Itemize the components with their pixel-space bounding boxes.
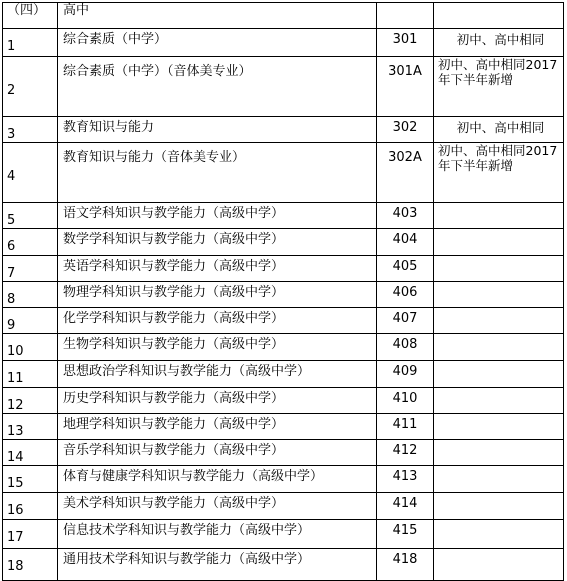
subject-name: 体育与健康学科知识与教学能力（高级中学） [58, 466, 377, 493]
subject-note [434, 388, 564, 414]
row-number: 3 [3, 117, 58, 143]
subject-name: 美术学科知识与教学能力（高级中学） [58, 493, 377, 520]
subject-code: 302 [377, 117, 434, 143]
row-number: 17 [3, 520, 58, 549]
table-header-row [3, 3, 564, 29]
subject-note: 初中、高中相同 [434, 117, 564, 143]
subject-code: 411 [377, 414, 434, 440]
table-row [3, 549, 564, 581]
subject-note [434, 414, 564, 440]
row-number: 1 [3, 29, 58, 57]
table-row [3, 282, 564, 308]
subject-code: 412 [377, 440, 434, 466]
table-row [3, 466, 564, 493]
subject-code: 413 [377, 466, 434, 493]
row-number: 2 [3, 57, 58, 117]
row-number: 18 [3, 549, 58, 581]
table-row [3, 361, 564, 388]
table-row [3, 493, 564, 520]
subject-name: 信息技术学科知识与教学能力（高级中学） [58, 520, 377, 549]
table-row [3, 29, 564, 57]
table-row [3, 414, 564, 440]
subject-note: 初中、高中相同2017年下半年新增 [434, 57, 564, 117]
subject-code: 302A [377, 143, 434, 203]
subject-note [434, 466, 564, 493]
subject-code: 409 [377, 361, 434, 388]
subject-code: 410 [377, 388, 434, 414]
subject-note [434, 520, 564, 549]
subject-note [434, 256, 564, 282]
row-number: 7 [3, 256, 58, 282]
header-note-cell [434, 3, 564, 29]
subject-name: 历史学科知识与教学能力（高级中学） [58, 388, 377, 414]
subject-name: 综合素质（中学） [58, 29, 377, 57]
subject-note [434, 282, 564, 308]
subject-name: 化学学科知识与教学能力（高级中学） [58, 308, 377, 334]
row-number: 16 [3, 493, 58, 520]
subject-code: 408 [377, 334, 434, 361]
subject-code: 406 [377, 282, 434, 308]
subject-name: 通用技术学科知识与教学能力（高级中学） [58, 549, 377, 581]
table-row [3, 440, 564, 466]
subject-code: 403 [377, 203, 434, 229]
table-row [3, 143, 564, 203]
subject-note [434, 203, 564, 229]
subject-note [434, 334, 564, 361]
row-number: 14 [3, 440, 58, 466]
table-row [3, 520, 564, 549]
subject-code: 407 [377, 308, 434, 334]
subject-note: 初中、高中相同2017年下半年新增 [434, 143, 564, 203]
table-row [3, 308, 564, 334]
subject-note [434, 549, 564, 581]
row-number: 11 [3, 361, 58, 388]
table-row [3, 117, 564, 143]
subject-name: 教育知识与能力（音体美专业） [58, 143, 377, 203]
section-title: 高中 [58, 3, 377, 29]
subject-note [434, 361, 564, 388]
exam-subject-table [2, 2, 564, 581]
row-number: 9 [3, 308, 58, 334]
subject-name: 语文学科知识与教学能力（高级中学） [58, 203, 377, 229]
subject-code: 405 [377, 256, 434, 282]
row-number: 12 [3, 388, 58, 414]
subject-note [434, 229, 564, 256]
subject-code: 414 [377, 493, 434, 520]
header-code-cell [377, 3, 434, 29]
table-row [3, 229, 564, 256]
row-number: 8 [3, 282, 58, 308]
subject-code: 415 [377, 520, 434, 549]
table-row [3, 334, 564, 361]
subject-name: 教育知识与能力 [58, 117, 377, 143]
subject-code: 301A [377, 57, 434, 117]
subject-name: 数学学科知识与教学能力（高级中学） [58, 229, 377, 256]
subject-note: 初中、高中相同 [434, 29, 564, 57]
row-number: 6 [3, 229, 58, 256]
subject-name: 生物学科知识与教学能力（高级中学） [58, 334, 377, 361]
table-row [3, 57, 564, 117]
subject-name: 地理学科知识与教学能力（高级中学） [58, 414, 377, 440]
table-row [3, 203, 564, 229]
table-row [3, 388, 564, 414]
subject-name: 物理学科知识与教学能力（高级中学） [58, 282, 377, 308]
row-number: 10 [3, 334, 58, 361]
row-number: 4 [3, 143, 58, 203]
row-number: 5 [3, 203, 58, 229]
subject-name: 综合素质（中学）（音体美专业） [58, 57, 377, 117]
subject-name: 英语学科知识与教学能力（高级中学） [58, 256, 377, 282]
row-number: 15 [3, 466, 58, 493]
row-number: 13 [3, 414, 58, 440]
subject-code: 404 [377, 229, 434, 256]
subject-code: 301 [377, 29, 434, 57]
section-number: （四） [3, 3, 58, 29]
subject-note [434, 440, 564, 466]
subject-note [434, 493, 564, 520]
table-body [3, 3, 564, 581]
table-row [3, 256, 564, 282]
subject-note [434, 308, 564, 334]
subject-code: 418 [377, 549, 434, 581]
subject-name: 思想政治学科知识与教学能力（高级中学） [58, 361, 377, 388]
subject-name: 音乐学科知识与教学能力（高级中学） [58, 440, 377, 466]
